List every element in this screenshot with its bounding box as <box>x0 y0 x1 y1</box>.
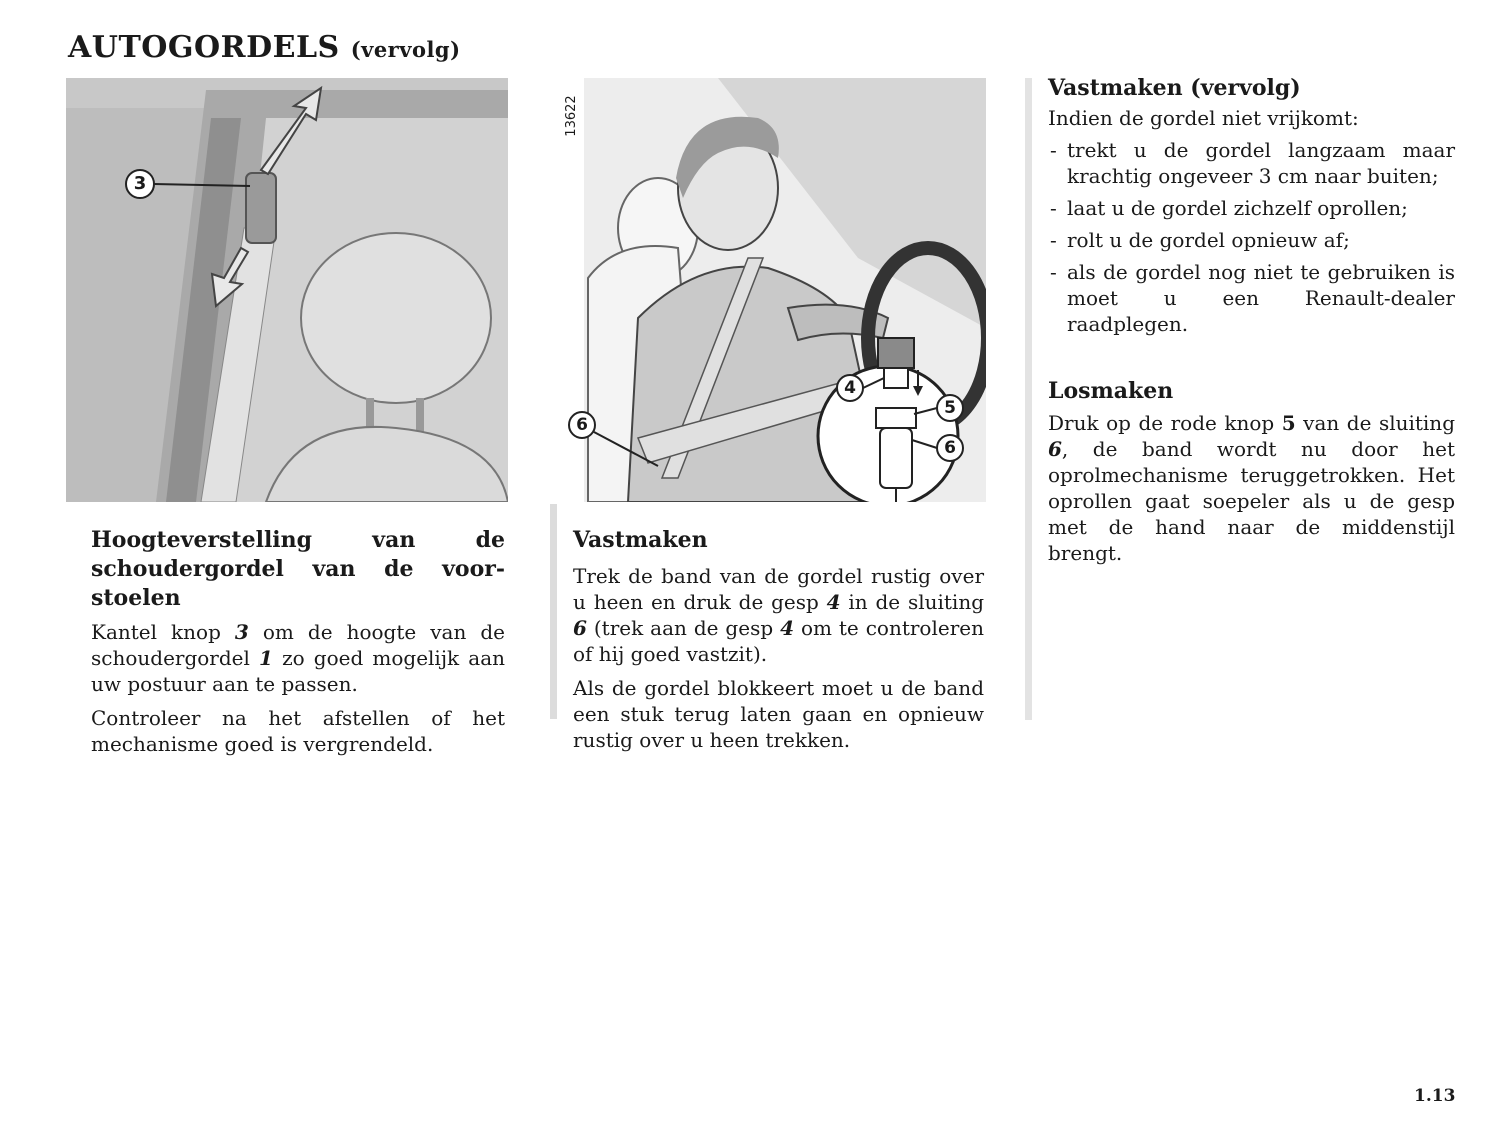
callout-6-detail: 6 <box>944 438 956 458</box>
text: , de band wordt nu door het oprolmechanisme teruggetrokken. Het oprollen gaat soepeler als u de gesp met de hand naar de middenstijl brengt. <box>1048 437 1455 565</box>
callout-4: 4 <box>844 378 856 398</box>
paragraph <box>91 619 505 697</box>
callout-5: 5 <box>944 398 956 418</box>
paragraph <box>1048 410 1455 566</box>
ref-latch: 6 <box>1048 437 1062 461</box>
text: Druk op de rode knop <box>1048 411 1282 435</box>
section-heading: Vastmaken <box>573 527 708 553</box>
title-suffix: (vervolg) <box>350 37 461 62</box>
section-fastening <box>573 526 984 753</box>
page-number: 1.13 <box>1414 1086 1456 1106</box>
ref-knob: 3 <box>234 620 249 644</box>
figure-height-adjuster <box>66 78 508 502</box>
section-heading <box>91 526 505 613</box>
text: van de sluiting <box>1295 411 1455 435</box>
list-item: - rolt u de gordel opnieuw af; <box>1048 227 1455 253</box>
column-divider-bar <box>550 504 557 719</box>
list-item: - trekt u de gordel langzaam maar krachtig ongeveer 3 cm naar buiten; <box>1048 137 1455 189</box>
column-divider-bar-right <box>1025 78 1032 720</box>
driver-fastening-seat-belt-illustration <box>558 78 986 502</box>
paragraph: Controleer na het afstellen of het mechanisme goed is vergrendeld. <box>91 706 505 756</box>
seat-belt-height-adjuster-illustration <box>66 78 508 502</box>
title-main: AUTOGORDELS <box>68 30 340 65</box>
list-item: - als de gordel nog niet te gebruiken is moet u een Renault-dealer raadplegen. <box>1048 259 1455 337</box>
callout-6: 6 <box>576 415 588 435</box>
ref-buckle: 4 <box>826 590 841 614</box>
text: om de hoogte van de schoudergordel <box>91 620 506 670</box>
figure-fastening <box>558 78 986 502</box>
text: zo goed mogelijk aan uw postuur aan te passen. <box>91 646 505 696</box>
text: in de sluiting <box>840 590 985 614</box>
paragraph <box>573 563 984 667</box>
heading-line-3: stoelen <box>91 585 181 611</box>
figure-ref-number: 13622 <box>564 95 579 137</box>
instruction-list <box>1048 137 1455 337</box>
text: Trek de band van de gordel rustig over u heen en druk de gesp <box>573 564 984 614</box>
text: Kantel knop <box>91 620 235 644</box>
heading-line-1: Hoogteverstelling van de <box>91 527 505 553</box>
list-item: - laat u de gordel zichzelf oprollen; <box>1048 195 1455 221</box>
paragraph: Als de gordel blokkeert moet u de band een stuk terug laten gaan en opnieuw rustig over u heen trekken. <box>573 676 984 752</box>
section-heading-release: Losmaken <box>1048 378 1174 404</box>
ref-belt: 1 <box>259 646 273 670</box>
intro-text: Indien de gordel niet vrijkomt: <box>1048 106 1359 130</box>
ref-latch: 6 <box>573 616 587 640</box>
heading-line-2: schoudergordel van de voor- <box>91 556 505 582</box>
text: om te controleren of hij goed vastzit). <box>573 616 984 666</box>
section-heading: Vastmaken (vervolg) <box>1048 75 1301 101</box>
page-title <box>68 30 461 65</box>
callout-3: 3 <box>133 173 147 194</box>
section-height-adjustment <box>91 526 505 757</box>
section-fastening-continued <box>1048 74 1455 566</box>
text: (trek aan de gesp <box>586 616 781 640</box>
ref-buckle: 4 <box>780 616 794 640</box>
ref-red-button: 5 <box>1281 411 1296 435</box>
